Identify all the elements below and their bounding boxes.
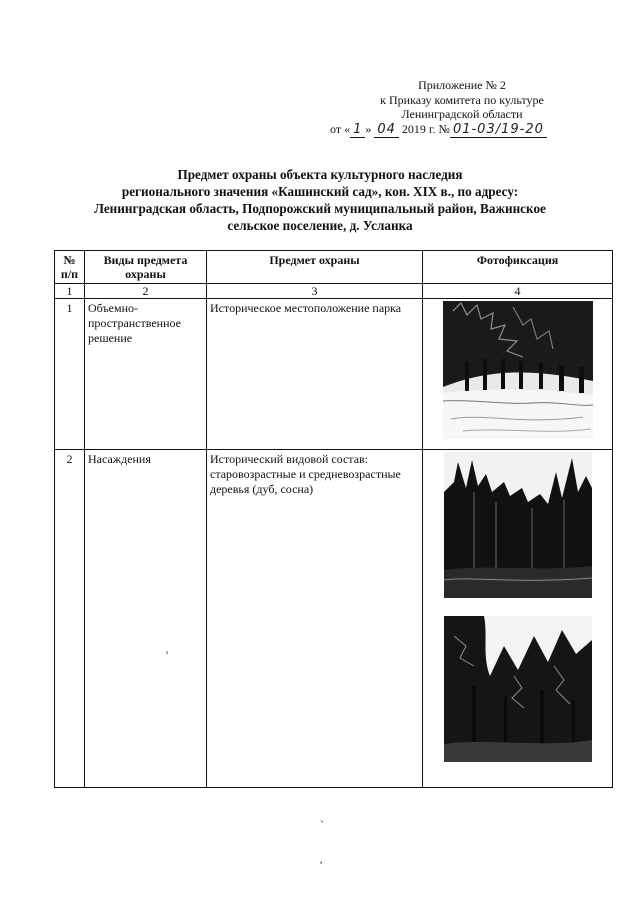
title-line-2: регионального значения «Кашинский сад», кон. XIX в., по адресу:: [121, 184, 519, 199]
scan-speck: ': [166, 648, 169, 662]
col-number-1: 1: [55, 284, 85, 299]
handwritten-day: 1: [350, 122, 365, 138]
table-header-row: [55, 251, 613, 284]
row-subject: Историческое местоположение парка: [207, 299, 423, 450]
row-type: Объемно-пространственное решение: [85, 299, 207, 450]
table-row: [55, 299, 613, 450]
scan-speck: `: [320, 818, 324, 832]
handwritten-month: 04: [374, 122, 399, 138]
header-photo: Фотофиксация: [423, 251, 613, 284]
date-mid: »: [365, 121, 372, 136]
table-row: [55, 450, 613, 788]
col-number-4: 4: [423, 284, 613, 299]
appendix-region: Ленинградской области: [401, 107, 523, 121]
pine-forest-photo: [444, 452, 592, 598]
header-number: № п/п: [55, 251, 85, 284]
appendix-date-line: [330, 122, 582, 138]
row-photo-cell: [423, 450, 613, 788]
document-title: [40, 166, 600, 234]
title-line-4: сельское поселение, д. Усланка: [227, 218, 413, 233]
col-number-2: 2: [85, 284, 207, 299]
row-type: Насаждения: [85, 450, 207, 788]
date-prefix: от «: [330, 121, 351, 136]
title-line-1: Предмет охраны объекта культурного наследия: [177, 167, 463, 182]
col-number-3: 3: [207, 284, 423, 299]
title-line-3: Ленинградская область, Подпорожский муниципальный район, Важинское: [94, 201, 546, 216]
row-photo-cell: [423, 299, 613, 450]
appendix-order-ref: к Приказу комитета по культуре: [380, 92, 544, 107]
date-year: 2019 г. №: [401, 121, 450, 136]
handwritten-order-number: 01-03/19-20: [450, 122, 547, 138]
column-number-row: [55, 284, 613, 299]
scan-speck: ': [320, 858, 323, 872]
row-subject: Исторический видовой состав: старовозрастные и средневозрастные деревья (дуб, сосна): [207, 450, 423, 788]
park-alley-photo: [443, 301, 593, 439]
header-subject: Предмет охраны: [207, 251, 423, 284]
header-type: Виды предмета охраны: [85, 251, 207, 284]
tree-grove-photo: [444, 616, 592, 762]
appendix-number: Приложение № 2: [418, 78, 506, 92]
row-number: 2: [55, 450, 85, 788]
protection-subject-table: [54, 250, 613, 788]
row-number: 1: [55, 299, 85, 450]
appendix-header: [330, 78, 582, 137]
